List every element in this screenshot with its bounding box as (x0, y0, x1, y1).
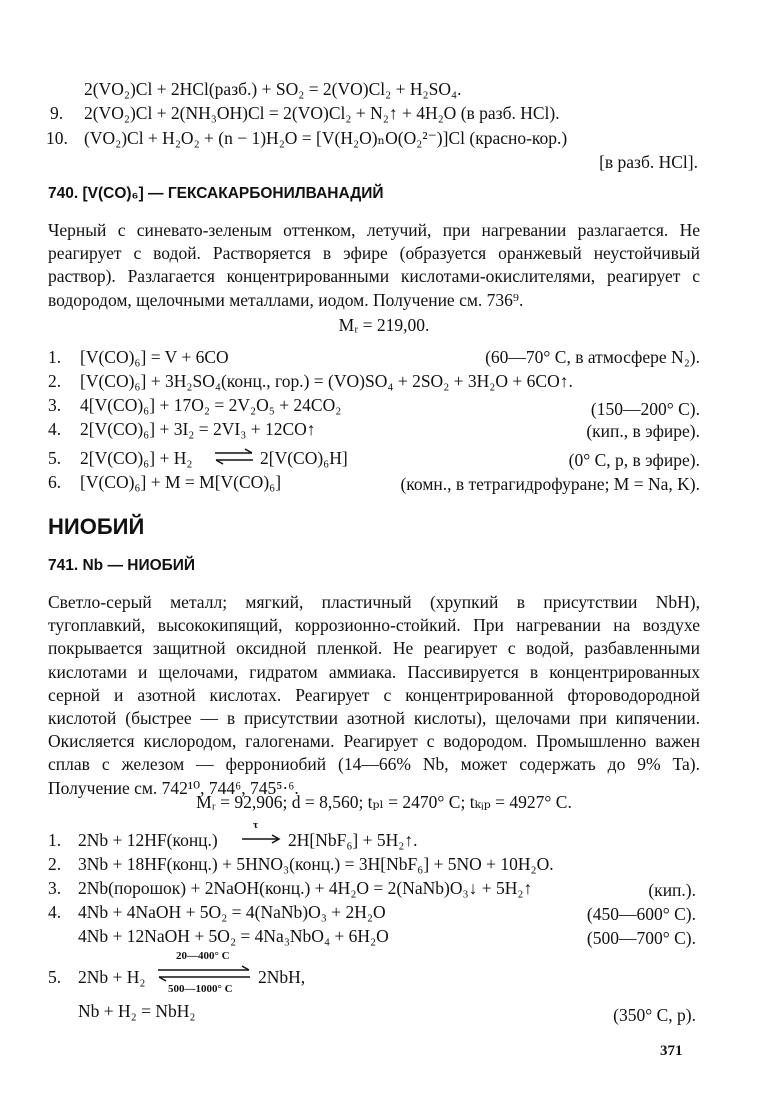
entry-740-heading: 740. [V(CO)₆] — ГЕКСАКАРБОНИЛВАНАДИЙ (48, 185, 384, 202)
reaction-741-4b: 4Nb + 12NaOH + 5O₂ = 4Na₃NbO₄ + 6H₂O (78, 926, 389, 946)
reaction-number: 9. (50, 103, 64, 123)
reaction-740-6-condition: (комн., в тетрагидрофуране; M = Na, K). (400, 474, 700, 494)
reaction-number: 3. (48, 395, 62, 415)
reaction-740-5-right: 2[V(CO)₆H] (260, 448, 348, 468)
entry-741-heading: 741. Nb — НИОБИЙ (48, 557, 196, 574)
reaction-741-5b: Nb + H₂ = NbH₂ (78, 1001, 196, 1021)
reaction-number: 1. (48, 830, 62, 850)
entry-741-description: Светло-серый металл; мягкий, пластичный (хрупкий в присутствии NbH), тугоплавкий, высококипящий, коррозионно-стойкий. При нагревании на воздухе покрывается защитной оксидной пленкой. Не реагирует с водой, разбавленными кислотами и щелочами, гидратом аммиака. Пассивируется в концентрированных серной и азотной кислотах. Реагирует с концентрированной фтороводородной кислотой (быстрее — в присутствии азотной кислоты), щелочами при кипячении. Окисляется кислородом, галогенами. Реагирует с водородом. Промышленно важен сплав с железом — феррониобий (14—66% Nb, может содержать до 9% Ta). Получение см. 742¹⁰, 744⁶, 745⁵·⁶. (48, 592, 700, 798)
reaction-740-2: [V(CO)₆] + 3H₂SO₄(конц., гор.) = (VO)SO₄ + 2SO₂ + 3H₂O + 6CO↑. (80, 371, 573, 391)
reaction-740-4: 2[V(CO)₆] + 3I₂ = 2VI₃ + 12CO↑ (80, 419, 316, 439)
reaction-741-2: 3Nb + 18HF(конц.) + 5HNO₃(конц.) = 3H[NbF₆] + 5NO + 10H₂O. (78, 854, 554, 874)
reaction-741-1-left: 2Nb + 12HF(конц.) (78, 830, 218, 850)
reaction-number: 2. (48, 854, 62, 874)
reaction-740-3-condition: (150—200° C). (590, 399, 700, 419)
reaction-741-5-top-label: 20—400° C (176, 950, 230, 962)
reaction-740-5-left: 2[V(CO)₆] + H₂ (80, 448, 193, 468)
reaction-741-4b-condition: (500—700° C). (586, 928, 696, 948)
reaction-741-3: 2Nb(порошок) + 2NaOH(конц.) + 4H₂O = 2(NaNb)O₃↓ + 5H₂↑ (78, 878, 533, 898)
reaction-number: 10. (46, 128, 68, 148)
entry-740-molar-mass: Mᵣ = 219,00. (338, 315, 430, 335)
reaction-10: (VO₂)Cl + H₂O₂ + (n − 1)H₂O = [V(H₂O)ₙO(O₂²⁻)]Cl (красно-кор.) (84, 128, 568, 148)
reaction-741-5-right: 2NbH, (258, 967, 306, 987)
section-title: НИОБИЙ (48, 514, 145, 539)
entry-741-constants: Mᵣ = 92,906; d = 8,560; tₚₗ = 2470° C; tₖᵢₚ = 4927° C. (196, 792, 572, 812)
reaction-741-5-bottom-label: 500—1000° C (168, 983, 233, 995)
reaction-number: 5. (48, 967, 62, 987)
reaction-740-4-condition: (кип., в эфире). (586, 421, 700, 441)
reaction-740-1: [V(CO)₆] = V + 6CO (80, 347, 229, 367)
reaction-9: 2(VO₂)Cl + 2(NH₃OH)Cl = 2(VO)Cl₂ + N₂↑ + 4H₂O (в разб. HCl). (84, 103, 560, 123)
reaction-8-continuation: 2(VO₂)Cl + 2HCl(разб.) + SO₂ = 2(VO)Cl₂ + H₂SO₄. (84, 79, 462, 99)
reaction-741-3-condition: (кип.). (648, 880, 696, 900)
reaction-arrow-icon (240, 832, 282, 846)
reaction-741-5b-condition: (350° C, p). (613, 1005, 696, 1025)
equilibrium-arrow-icon (156, 964, 252, 984)
reaction-740-6: [V(CO)₆] + M = M[V(CO)₆] (80, 472, 282, 492)
reaction-741-4a: 4Nb + 4NaOH + 5O₂ = 4(NaNb)O₃ + 2H₂O (78, 902, 386, 922)
reaction-741-1-right: 2H[NbF₆] + 5H₂↑. (288, 830, 418, 850)
reaction-number: 4. (48, 902, 62, 922)
reaction-741-1-arrow-label: τ (253, 819, 259, 831)
reaction-740-1-condition: (60—70° C, в атмосфере N₂). (485, 347, 700, 367)
reaction-740-5-condition: (0° C, p, в эфире). (568, 450, 700, 470)
entry-740-description: Черный с синевато-зеленым оттенком, летучий, при нагревании разлагается. Не реагирует с водой. Растворяется в эфире (образуется оранжевый неустойчивый раствор). Разлагается концентрированными кислотами-окислителями, реагирует с водородом, щелочными металлами, иодом. Получение см. 736⁹. (48, 220, 700, 310)
reaction-10-condition: [в разб. HCl]. (599, 152, 698, 172)
reaction-741-4a-condition: (450—600° C). (586, 904, 696, 924)
reaction-number: 3. (48, 878, 62, 898)
reaction-number: 4. (48, 419, 62, 439)
reaction-740-3: 4[V(CO)₆] + 17O₂ = 2V₂O₅ + 24CO₂ (80, 395, 342, 415)
page-number: 371 (660, 1043, 683, 1059)
reaction-741-5-left: 2Nb + H₂ (78, 967, 146, 987)
reaction-number: 5. (48, 448, 62, 468)
reaction-number: 6. (48, 472, 62, 492)
reaction-number: 1. (48, 347, 62, 367)
equilibrium-arrow-icon (213, 447, 255, 467)
reaction-number: 2. (48, 371, 62, 391)
